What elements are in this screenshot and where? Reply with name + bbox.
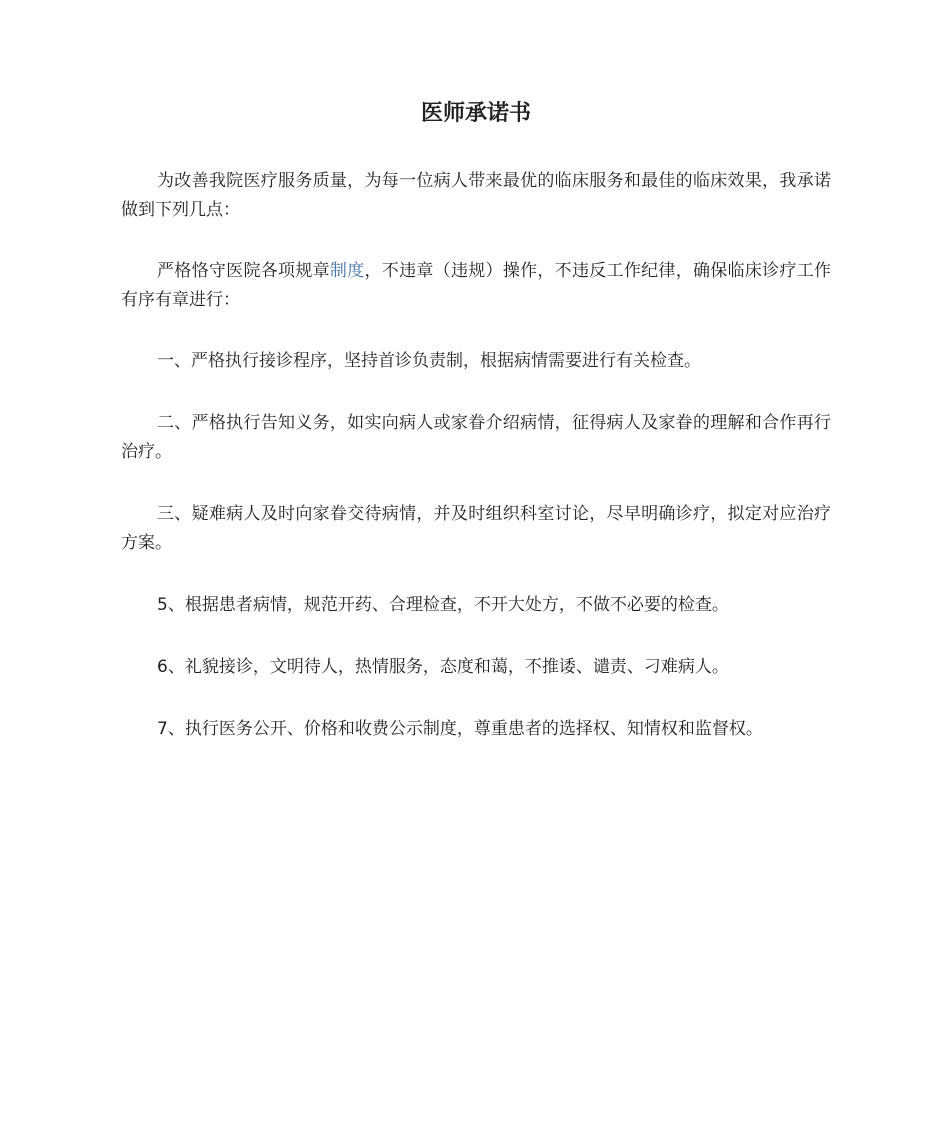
commitment-item-2: 二、严格执行告知义务，如实向病人或家眷介绍病情，征得病人及家眷的理解和合作再行治疗。	[121, 413, 831, 462]
rule-text-before-link: 严格恪守医院各项规章	[157, 261, 330, 281]
commitment-item-1: 一、严格执行接诊程序，坚持首诊负责制，根据病情需要进行有关检查。	[157, 351, 701, 371]
commitment-item-5: 5、根据患者病情，规范开药、合理检查，不开大处方，不做不必要的检查。	[157, 595, 729, 615]
commitment-item-6: 6、礼貌接诊，文明待人，热情服务，态度和蔼，不推诿、谴责、刁难病人。	[157, 657, 729, 677]
document-page	[121, 0, 831, 1129]
regulation-link[interactable]: 制度	[329, 261, 365, 281]
rule-text-after-link: ，不违章（违规）操作，不违反工作纪律，确保临床诊疗工作有序有章进行：	[121, 261, 832, 310]
commitment-item-3: 三、疑难病人及时向家眷交待病情，并及时组织科室讨论，尽早明确诊疗，拟定对应治疗方案。	[121, 504, 831, 553]
commitment-item-7: 7、执行医务公开、价格和收费公示制度，尊重患者的选择权、知情权和监督权。	[157, 719, 763, 739]
document-title: 医师承诺书	[420, 101, 531, 126]
rule-paragraph	[121, 257, 831, 315]
intro-paragraph: 为改善我院医疗服务质量，为每一位病人带来最优的临床服务和最佳的临床效果，我承诺做到下列几点：	[121, 171, 831, 220]
